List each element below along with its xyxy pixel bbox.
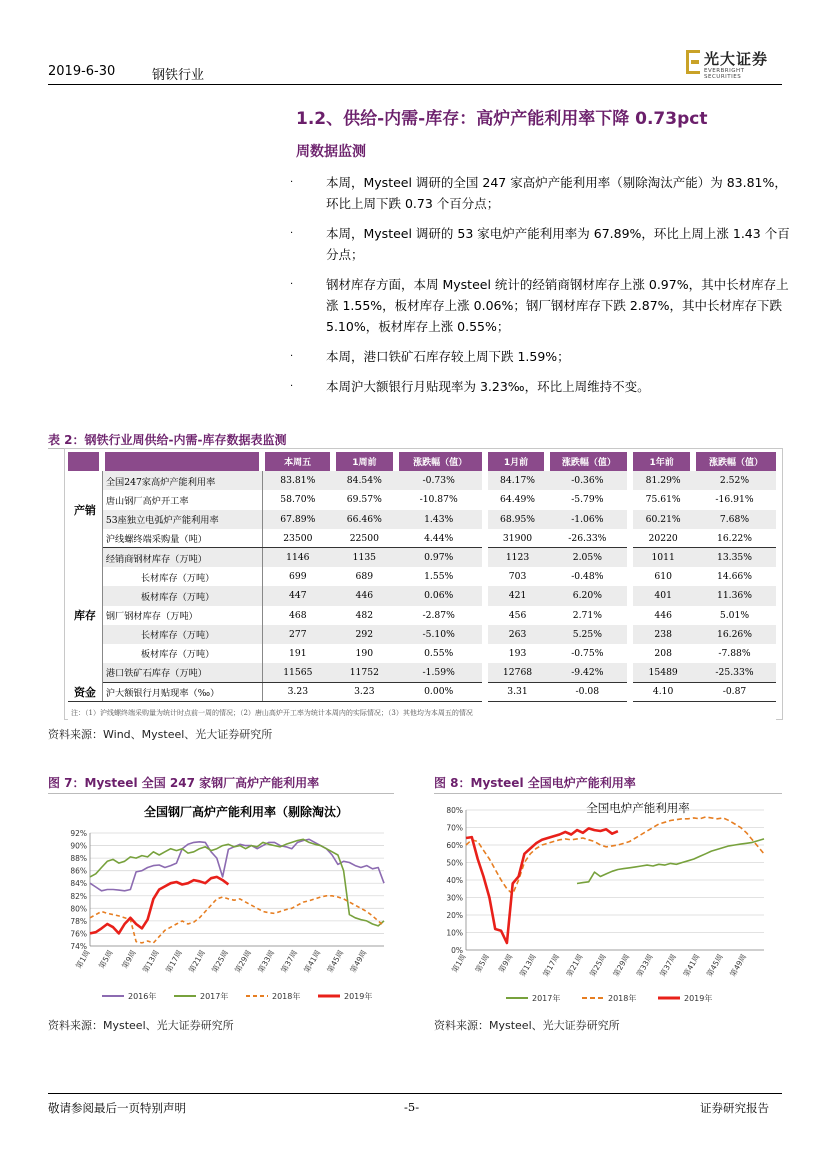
- table-cell: -16.91%: [715, 494, 754, 506]
- table-cell: 447: [262, 586, 333, 605]
- series-line: [90, 839, 384, 926]
- table-cell: 0.97%: [396, 548, 485, 567]
- series-line: [90, 896, 384, 943]
- row-label: 唐山钢厂高炉开工率: [102, 490, 262, 509]
- table-row: [68, 471, 776, 490]
- table-cell: 83.81%: [262, 471, 333, 490]
- table-cell: 2.52%: [693, 471, 776, 490]
- x-tick-label: 第17周: [541, 952, 562, 979]
- col-header: 1周前: [333, 452, 396, 471]
- bullet-dot: ·: [290, 351, 294, 362]
- table-cell: -0.08: [547, 682, 630, 701]
- table-cell: 292: [333, 625, 396, 644]
- chart-title: 全国电炉产能利用率: [586, 801, 690, 815]
- series-line: [466, 828, 618, 943]
- data-table: [68, 452, 776, 721]
- table-cell: 31900: [485, 529, 548, 548]
- y-tick-label: 80%: [446, 806, 463, 815]
- y-tick-label: 88%: [70, 854, 87, 864]
- table-cell: 699: [289, 571, 307, 583]
- table-cell: 2.05%: [547, 548, 630, 567]
- x-tick-label: 第29周: [233, 948, 254, 975]
- row-group-label: 库存: [68, 548, 102, 682]
- table-cell: 0.00%: [396, 682, 485, 701]
- x-tick-label: 第45周: [704, 952, 725, 979]
- table-cell: 1123: [485, 548, 548, 567]
- x-tick-label: 第5周: [473, 952, 492, 975]
- y-tick-label: 92%: [70, 829, 87, 838]
- table-cell: -0.73%: [396, 471, 485, 490]
- bullet-dot: ·: [290, 279, 294, 290]
- x-tick-label: 第41周: [681, 952, 702, 979]
- table-cell: 1011: [630, 548, 693, 567]
- section-subtitle: 周数据监测: [296, 144, 366, 160]
- row-group-label: 产销: [68, 471, 102, 548]
- series-line: [90, 877, 228, 934]
- table-cell: -7.88%: [718, 647, 751, 659]
- bullet-text: 本周沪大额银行月贴现率为 3.23‰，环比上周维持不变。: [326, 379, 650, 394]
- x-tick-label: 第1周: [450, 952, 468, 975]
- y-tick-label: 82%: [70, 891, 87, 901]
- x-tick-label: 第49周: [348, 948, 369, 975]
- company-logo: [686, 48, 782, 78]
- y-tick-label: 86%: [70, 866, 87, 876]
- col-header: 本周五: [262, 452, 333, 471]
- header-rule: [48, 84, 782, 85]
- table-cell: 11565: [262, 663, 333, 682]
- table-cell: 610: [654, 571, 672, 583]
- table-cell: 68.95%: [485, 510, 548, 529]
- table-cell: 84.54%: [333, 471, 396, 490]
- table-cell: 0.06%: [396, 586, 485, 605]
- figure8-source: 资料来源：Mysteel、光大证券研究所: [434, 1019, 620, 1032]
- bullet-text: 本周，港口铁矿石库存较上周下跌 1.59%；: [326, 349, 570, 364]
- table-cell: 421: [485, 586, 548, 605]
- table-cell: 66.46%: [333, 510, 396, 529]
- x-tick-label: 第5周: [97, 948, 115, 971]
- legend-label: 2017年: [200, 992, 229, 1001]
- table-cell: -0.75%: [547, 644, 630, 663]
- x-tick-label: 第45周: [325, 948, 346, 975]
- blast-furnace-chart: [48, 796, 394, 1014]
- bullet-dot: ·: [290, 381, 294, 392]
- table-cell: -1.59%: [396, 663, 485, 682]
- table-cell: 208: [654, 647, 672, 659]
- table-cell: 1135: [333, 548, 396, 567]
- row-label: 板材库存（万吨）: [102, 586, 262, 605]
- table-cell: 263: [485, 625, 548, 644]
- table-cell: -5.79%: [547, 490, 630, 509]
- chart-title: 全国钢厂高炉产能利用率（剔除淘汰）: [143, 805, 349, 819]
- bullet-text: 钢材库存方面，本周 Mysteel 统计的经销商钢材库存上涨 0.97%，其中长材库存上涨 1.55%，板材库存上涨 0.06%；钢厂钢材库存下跌 2.87%，其中长材库存下跌 5.10%，板材库存上涨 0.55%；: [326, 277, 789, 334]
- table-cell: 193: [508, 647, 527, 659]
- x-tick-label: 第13周: [140, 948, 161, 975]
- legend-label: 2018年: [608, 994, 637, 1003]
- row-label: 沪线螺终端采购量（吨）: [102, 529, 262, 548]
- table-cell: -2.87%: [396, 606, 485, 625]
- table-row: [68, 663, 776, 682]
- table-cell: 238: [630, 625, 693, 644]
- x-tick-label: 第25周: [587, 952, 608, 979]
- logo-text-cn: 光大证券: [704, 50, 769, 68]
- x-tick-label: 第29周: [611, 952, 632, 979]
- table-cell: 446: [333, 586, 396, 605]
- footer-disclaimer: 敬请参阅最后一页特别声明: [48, 1101, 186, 1115]
- table-row: [68, 548, 776, 567]
- page-number: -5-: [404, 1100, 420, 1114]
- x-tick-label: 第1周: [74, 948, 92, 971]
- table-row: [68, 529, 776, 548]
- table-cell: 60.21%: [630, 510, 693, 529]
- bullet-text: 本周，Mysteel 调研的 53 家电炉产能利用率为 67.89%，环比上周上涨 1.43 个百分点；: [326, 226, 790, 262]
- y-tick-label: 0%: [451, 946, 463, 955]
- y-tick-label: 90%: [70, 841, 87, 851]
- bullet-item: [290, 223, 790, 265]
- y-tick-label: 84%: [70, 879, 87, 889]
- table-cell: 15489: [630, 663, 693, 682]
- bullet-list: [290, 172, 790, 406]
- col-header: 涨跌幅（值）: [396, 452, 485, 471]
- table-cell: -26.33%: [547, 529, 630, 548]
- table-cell: 277: [262, 625, 333, 644]
- table-cell: 67.89%: [262, 510, 333, 529]
- footer-report-type: 证券研究报告: [700, 1101, 769, 1115]
- bullet-item: [290, 172, 790, 214]
- x-tick-label: 第33周: [256, 948, 277, 975]
- table-row: [68, 606, 776, 625]
- legend-label: 2018年: [272, 992, 301, 1001]
- table-cell: 23500: [262, 529, 333, 548]
- table-cell: 20220: [630, 529, 693, 548]
- y-tick-label: 70%: [446, 823, 463, 833]
- y-tick-label: 50%: [446, 858, 463, 868]
- table-cell: 482: [355, 609, 374, 621]
- table-cell: 12768: [485, 663, 548, 682]
- table-row: [68, 586, 776, 605]
- figure7-source: 资料来源：Mysteel、光大证券研究所: [48, 1019, 234, 1032]
- bullet-dot: ·: [290, 177, 294, 188]
- table-cell: 191: [289, 647, 307, 659]
- table-cell: 1.55%: [396, 567, 485, 586]
- y-tick-label: 80%: [70, 904, 87, 914]
- x-tick-label: 第41周: [302, 948, 323, 975]
- y-tick-label: 74%: [70, 942, 87, 951]
- legend-label: 2019年: [344, 992, 373, 1001]
- series-line: [577, 839, 764, 884]
- table-cell: 7.68%: [693, 510, 776, 529]
- table-source: 资料来源：Wind、Mysteel、光大证券研究所: [48, 728, 273, 741]
- table-cell: 456: [508, 609, 527, 621]
- figure8-rule: [434, 793, 782, 794]
- table-cell: 4.44%: [396, 529, 485, 548]
- row-label: 板材库存（万吨）: [102, 644, 262, 663]
- col-header: 涨跌幅（值）: [693, 452, 776, 471]
- table-row: [68, 567, 776, 586]
- y-tick-label: 76%: [70, 929, 87, 939]
- legend-label: 2017年: [532, 994, 561, 1003]
- table-cell: 11752: [333, 663, 396, 682]
- table-cell: 1146: [262, 548, 333, 567]
- figure7-rule: [48, 793, 394, 794]
- x-tick-label: 第21周: [186, 948, 208, 975]
- row-label: 53座独立电弧炉产能利用率: [102, 510, 262, 529]
- table-row: [68, 510, 776, 529]
- table-cell: -9.42%: [547, 663, 630, 682]
- y-tick-label: 78%: [70, 916, 87, 926]
- y-tick-label: 40%: [446, 876, 463, 885]
- table-cell: 190: [355, 647, 374, 659]
- x-tick-label: 第25周: [210, 948, 231, 975]
- table-row: [68, 490, 776, 509]
- table-cell: -25.33%: [693, 663, 776, 682]
- row-label: 沪大额银行月贴现率（‰）: [102, 682, 262, 701]
- col-header: 1年前: [630, 452, 693, 471]
- table-cell: -5.10%: [396, 625, 485, 644]
- legend-label: 2019年: [684, 994, 713, 1003]
- table-cell: -0.36%: [547, 471, 630, 490]
- footer-rule: [48, 1093, 782, 1094]
- table-cell: 16.26%: [693, 625, 776, 644]
- table-cell: 4.10: [630, 682, 693, 701]
- table-cell: 16.22%: [693, 529, 776, 548]
- table-row: [68, 682, 776, 701]
- table-cell: 11.36%: [693, 586, 776, 605]
- y-tick-label: 10%: [446, 928, 463, 938]
- table-cell: 0.55%: [396, 644, 485, 663]
- row-label: 全国247家高炉产能利用率: [102, 471, 262, 490]
- header-industry: 钢铁行业: [152, 68, 205, 83]
- table-cell: 5.25%: [547, 625, 630, 644]
- table-cell: 64.49%: [500, 494, 536, 506]
- table-cell: 2.71%: [547, 606, 630, 625]
- table-cell: -10.87%: [396, 490, 485, 509]
- legend-label: 2016年: [128, 992, 157, 1001]
- table-cell: 446: [654, 609, 672, 621]
- table-cell: 75.61%: [645, 494, 681, 506]
- table-row: [68, 625, 776, 644]
- table-cell: 69.57%: [346, 494, 382, 506]
- x-tick-label: 第17周: [163, 948, 184, 975]
- x-tick-label: 第49周: [728, 952, 749, 979]
- table-cell: 13.35%: [693, 548, 776, 567]
- logo-mark-icon: [686, 50, 700, 74]
- row-group-label: 资金: [68, 682, 102, 701]
- row-label: 钢厂钢材库存（万吨）: [102, 606, 262, 625]
- x-tick-label: 第13周: [517, 952, 538, 979]
- bullet-dot: ·: [290, 228, 294, 239]
- y-tick-label: 20%: [446, 911, 463, 920]
- table-note-row: [68, 701, 776, 720]
- table-cell: 3.23: [333, 682, 396, 701]
- table-cell: -0.87: [693, 682, 776, 701]
- table-cell: 3.23: [262, 682, 333, 701]
- row-label: 长材库存（万吨）: [102, 567, 262, 586]
- table-title: 表 2：钢铁行业周供给-内需-库存数据表监测: [48, 433, 287, 447]
- row-label: 长材库存（万吨）: [102, 625, 262, 644]
- x-tick-label: 第37周: [279, 948, 300, 975]
- table-cell: 689: [355, 571, 374, 583]
- table-cell: 84.17%: [485, 471, 548, 490]
- y-tick-label: 30%: [446, 893, 463, 903]
- col-header: 1月前: [485, 452, 548, 471]
- x-tick-label: 第9周: [120, 948, 138, 971]
- table-cell: 5.01%: [719, 609, 750, 621]
- bullet-item: [290, 346, 790, 367]
- x-tick-label: 第37周: [658, 952, 679, 979]
- header-date: 2019-6-30: [48, 64, 116, 79]
- col-header: 涨跌幅（值）: [547, 452, 630, 471]
- bullet-item: [290, 376, 790, 397]
- table-cell: 14.66%: [716, 571, 753, 583]
- logo-text-en: EVERBRIGHT SECURITIES: [704, 68, 745, 80]
- table-cell: 401: [630, 586, 693, 605]
- table-cell: -1.06%: [547, 510, 630, 529]
- table-note: 注：（1）沪线螺终端采购量为统计时点前一周的情况；（2）唐山高炉开工率为统计本周内的实际情况；（3）其他均为本周五的情况: [68, 701, 776, 720]
- bullet-text: 本周，Mysteel 调研的全国 247 家高炉产能利用率（剔除淘汰产能）为 83.81%，环比上周下跌 0.73 个百分点；: [326, 175, 787, 211]
- row-label: 经销商钢材库存（万吨）: [102, 548, 262, 567]
- row-label: 港口铁矿石库存（万吨）: [102, 663, 262, 682]
- section-title: 1.2、供给-内需-库存：高炉产能利用率下降 0.73pct: [296, 109, 708, 129]
- y-tick-label: 60%: [446, 841, 463, 850]
- table-cell: 81.29%: [630, 471, 693, 490]
- table-row: [68, 644, 776, 663]
- electric-furnace-chart: [434, 796, 782, 1014]
- x-tick-label: 第33周: [634, 952, 655, 979]
- x-tick-label: 第9周: [496, 952, 515, 975]
- figure7-title: 图 7：Mysteel 全国 247 家钢厂高炉产能利用率: [48, 776, 320, 790]
- x-tick-label: 第21周: [564, 952, 585, 979]
- table-cell: 58.70%: [280, 494, 316, 506]
- table-cell: 22500: [333, 529, 396, 548]
- figure8-title: 图 8：Mysteel 全国电炉产能利用率: [434, 776, 636, 790]
- table-cell: 6.20%: [547, 586, 630, 605]
- table-cell: 1.43%: [396, 510, 485, 529]
- table-cell: 703: [508, 571, 527, 583]
- table-header-row: [68, 452, 776, 471]
- table-cell: 468: [289, 609, 307, 621]
- table-cell: 3.31: [485, 682, 548, 701]
- table-cell: -0.48%: [547, 567, 630, 586]
- bullet-item: [290, 274, 790, 337]
- series-line: [466, 817, 764, 894]
